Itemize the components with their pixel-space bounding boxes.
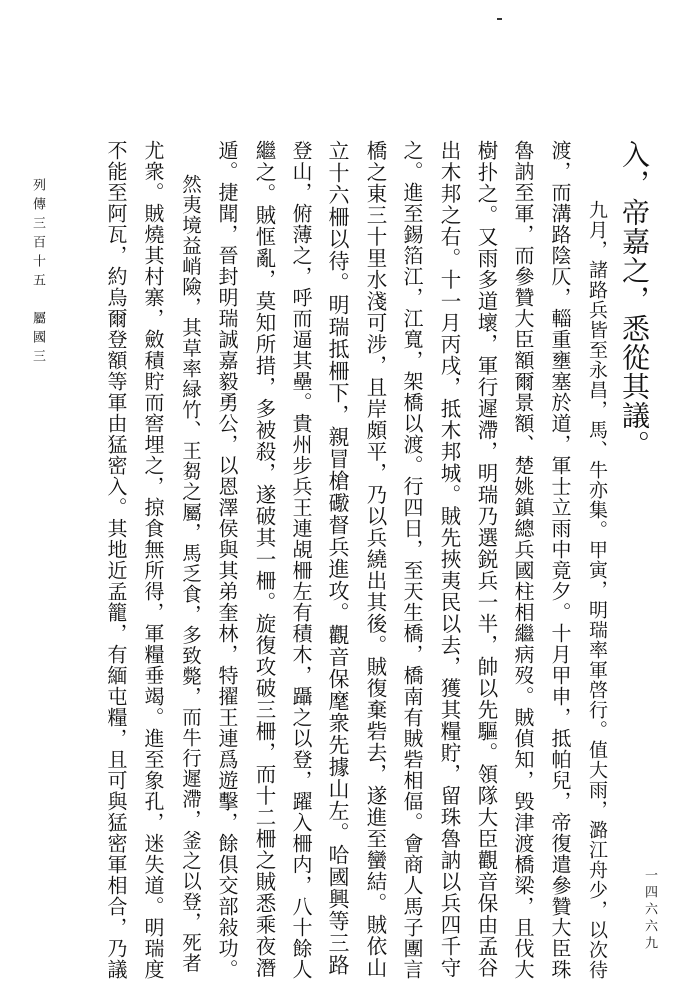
text-column-4: 魯訥至軍，而參贊大臣額爾景額、楚姚鎮總兵國柱相繼病歿。賊偵知，毁津渡橋梁，且伐大	[511, 140, 535, 980]
print-speck	[497, 18, 502, 20]
text-column-1: 入，帝嘉之，悉從其議。	[618, 140, 651, 459]
text-column-13: 然夷境益峭險，其草率緑竹、王芻之屬，馬乏食，多致斃，而牛行遲滯，釜之以登，死者	[179, 174, 202, 974]
page-number: 一四六六九	[642, 868, 657, 953]
text-column-14: 尤衆。賊燒其村寨，斂積貯而窖埋之，掠食無所得，軍糧垂竭。進至象孔，迷失道。明瑞度	[141, 140, 165, 980]
text-column-3: 渡，而溝路陰仄，輜重壅塞於道，軍士立雨中竟夕。十月甲申，抵帕兒，帝復遣參贊大臣珠	[548, 140, 572, 980]
text-column-10: 登山，俯薄之，呼而逼其壘。貴州步兵王連覘柵左有積木，躡之以登，躍入柵内，八十餘人	[289, 140, 313, 980]
running-header: 列傳三百十五 屬國三	[30, 178, 45, 368]
text-column-9: 立十六柵以待。明瑞抵柵下，親冒槍礮督兵進攻。觀音保麾衆先據山左。哈國興等三路	[326, 140, 350, 976]
text-column-15: 不能至阿瓦，約烏爾登額等軍由猛密入。其地近孟籠，有緬屯糧，且可與猛密軍相合，乃議	[104, 140, 128, 980]
text-column-5: 樹扑之。又雨多道壞，軍行遲滯，明瑞乃選鋭兵一半，帥以先驅。領隊大臣觀音保由孟谷	[474, 140, 498, 979]
text-column-11: 繼之。賊恇亂，莫知所措，多被殺，遂破其一柵。旋復攻破三柵，而十二柵之賊悉乘夜潛	[252, 140, 276, 979]
text-column-8: 橋之東三十里水淺可涉，且岸頗平，乃以兵繞出其後。賊復棄砦去，遂進至蠻結。賊依山	[363, 140, 387, 979]
text-column-7: 之。進至錫箔江，江寬，架橋以渡。行四日，至天生橋，橋南有賊砦相偪。會商人馬子團言	[400, 140, 424, 980]
text-column-2: 九月，諸路兵皆至永昌，馬、牛亦集。甲寅，明瑞率軍啓行。值大雨，潞江舟少，以次待	[586, 200, 608, 980]
text-column-6: 出木邦之右。十一月丙戌，抵木邦城。賊先挾夷民以去，獲其糧貯，留珠魯訥以兵四千守	[437, 140, 461, 979]
text-column-12: 遁。捷聞，晉封明瑞誠嘉毅勇公，以恩澤侯與其弟奎林，特擢王連爲遊擊，餘俱交部敍功。	[215, 140, 239, 980]
